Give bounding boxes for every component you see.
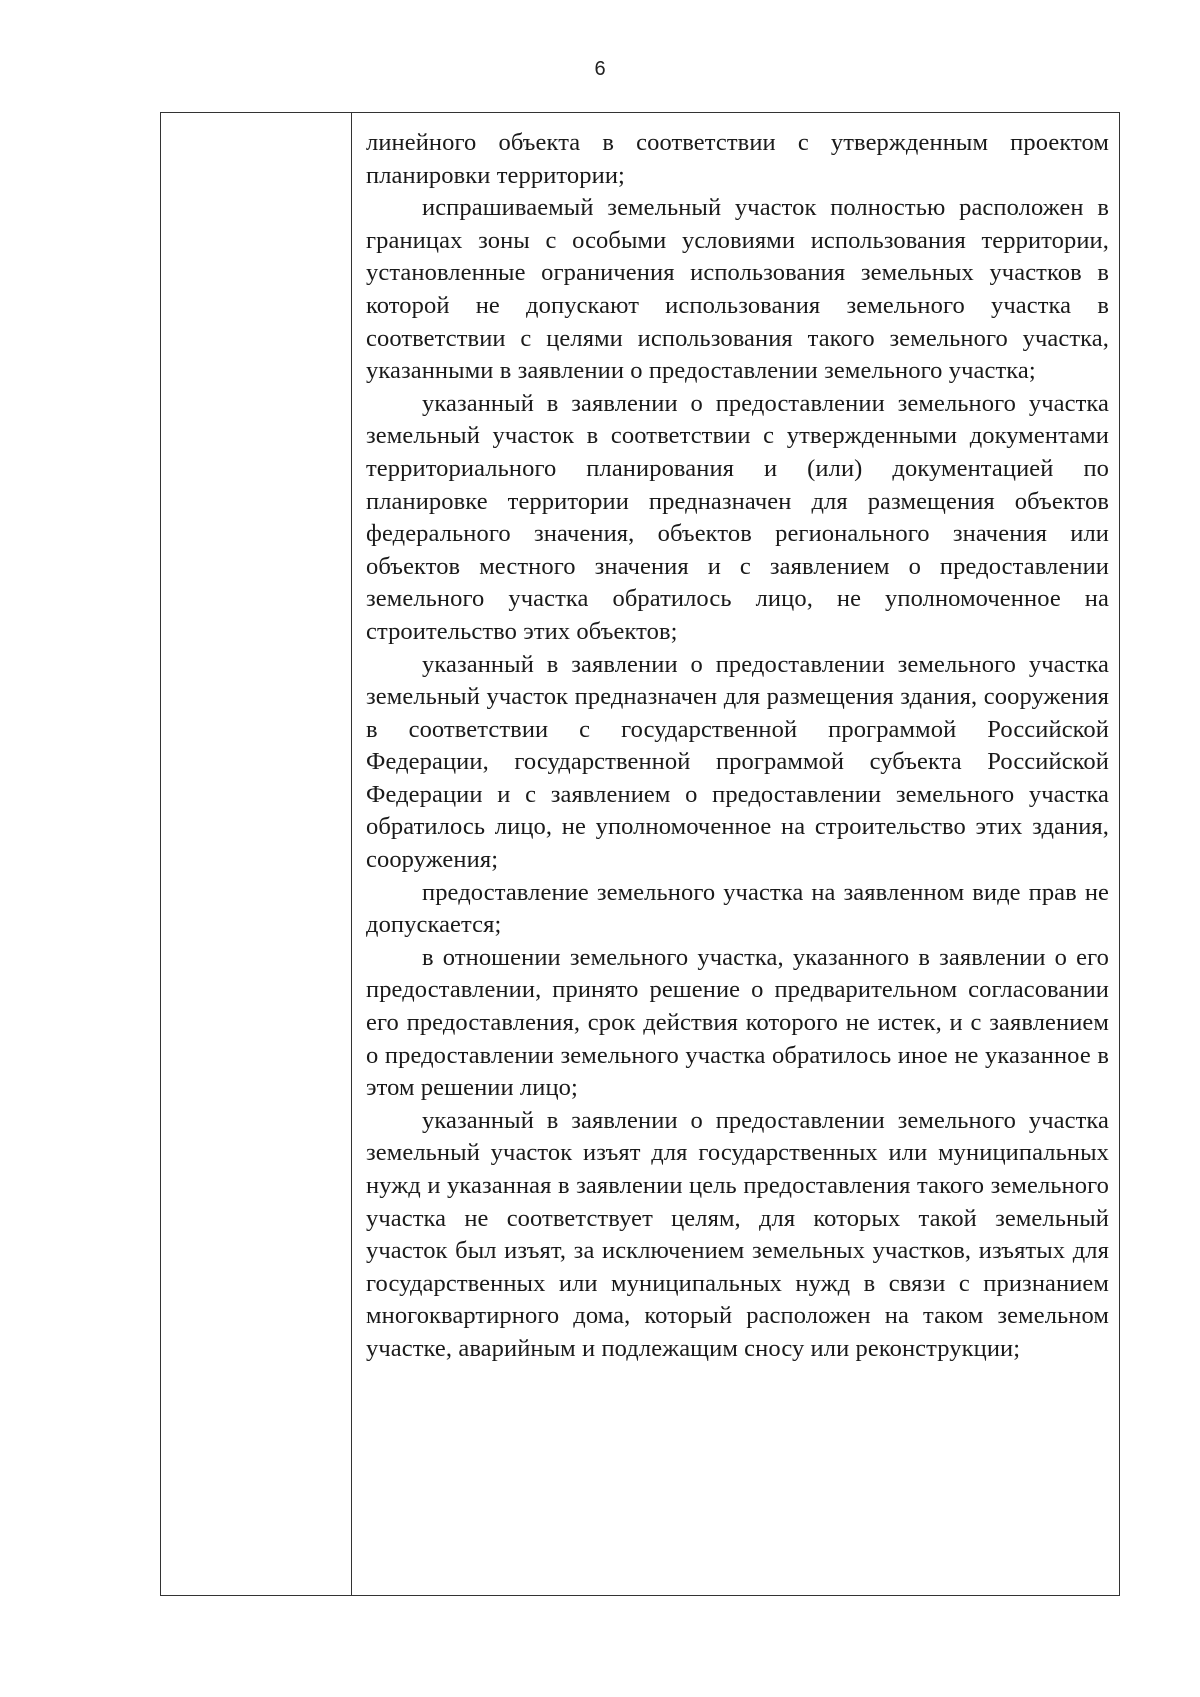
paragraph-special-zone: испрашиваемый земельный участок полностью расположен в границах зоны с особыми условиями использования территории, установленные ограничения использования земельных участков в которой не допускают использования земельного участка в соответствии с целями использования такого земельного участка, указанными в заявлении о предоставлении земельного участка;	[366, 194, 1109, 385]
paragraph-rights-not-allowed: предоставление земельного участка на заявленном виде прав не допускается;	[366, 878, 1109, 939]
paragraph-seized-land: указанный в заявлении о предоставлении земельного участка земельный участок изъят для государственных или муниципальных нужд и указанная в заявлении цель предоставления такого земельного участка не соответствует целям, для которых такой земельный участок был изъят, за исключением земельных участков, изъятых для государственных или муниципальных нужд в связи с признанием многоквартирного дома, который расположен на таком земельном участке, аварийным и подлежащим сносу или реконструкции;	[366, 1106, 1109, 1362]
document-table	[160, 112, 1120, 1596]
paragraph-continuation: линейного объекта в соответствии с утвержденным проектом планировки территории;	[366, 129, 1109, 189]
page-number: 6	[594, 58, 606, 80]
paragraph-state-program: указанный в заявлении о предоставлении земельного участка земельный участок предназначен для размещения здания, сооружения в соответствии с государственной программой Российской Федерации, государственной программой субъекта Российской Федерации и с заявлением о предоставлении земельного участка обратилось лицо, не уполномоченное на строительство этих здания, сооружения;	[366, 650, 1109, 874]
paragraph-federal-objects: указанный в заявлении о предоставлении земельного участка земельный участок в соответствии с утвержденными документами территориального планирования и (или) документацией по планировке территории предназначен для размещения объектов федерального значения, объектов регионального значения или объектов местного значения и с заявлением о предоставлении земельного участка обратилось лицо, не уполномоченное на строительство этих объектов;	[366, 389, 1109, 645]
content-cell	[366, 127, 1109, 1366]
paragraph-preliminary-approval: в отношении земельного участка, указанного в заявлении о его предоставлении, принято решение о предварительном согласовании его предоставления, срок действия которого не истек, и с заявлением о предоставлении земельного участка обратилось иное не указанное в этом решении лицо;	[366, 943, 1109, 1102]
column-divider	[351, 113, 352, 1595]
